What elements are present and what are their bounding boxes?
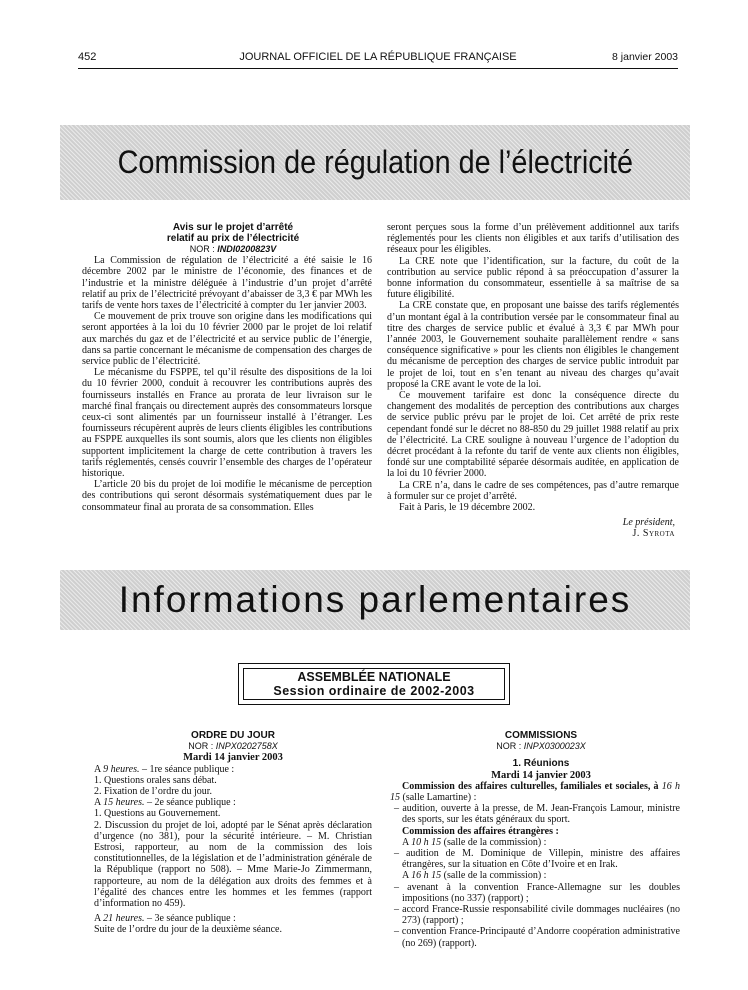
header-rule <box>78 68 678 69</box>
slot-time: 16 h 15 <box>411 870 442 882</box>
slot-prefix: A <box>402 870 412 882</box>
session-1: A 9 heures. – 1re séance publique : <box>94 763 235 775</box>
session-2-label: – 2e séance publique : <box>144 797 236 809</box>
nor-label: NOR : <box>189 244 215 254</box>
banner-informations-text: Informations parlementaires <box>118 579 632 620</box>
avis-column-left <box>82 222 372 513</box>
agenda-item: 1. Questions orales sans débat. <box>94 774 217 786</box>
session-2-time: 15 heures. <box>103 797 145 809</box>
avis-paragraph: L’article 20 bis du projet de loi modifie le mécanisme de perception des contributions qui seront désormais systématiquement dues par le consommateur final au prorata de sa consommation. Elles <box>82 479 372 513</box>
slot-prefix: A <box>402 836 412 848</box>
avis-paragraph: Ce mouvement tarifaire est donc la conséquence directe du changement des modalités de perception des contributions aux charges de service public prévu par le projet de loi. Cet arrêté de prix reste cependant fondé sur le décret no 88-850 du 29 juillet 1988 relatif au prix de l’électricité. La CRE souligne à nouveau l’urgence de l’adoption du décret procédant à la refonte du tarif de vente aux clients non éligibles, fondé sur une comptabilité séparée désormais auditée, en application de la loi du 10 février 2000. <box>387 390 679 480</box>
agenda-item: 2. Discussion du projet de loi, adopté par le Sénat après déclaration d’urgence (no 381), pour la sécurité intérieure. – M. Christian Estrosi, rapporteur, au nom de la commission des lois constitutionnelles, de la législation et de l’administration générale de la République (rapport no 508). – Mme Marie-Jo Zimmermann, rapporteure, au nom de la délégation aux droits des femmes et à l’égalité des chances entre les hommes et les femmes (rapport d’information no 459). <box>94 819 372 910</box>
session-3-time: 21 heures. <box>103 913 145 925</box>
avis-paragraph: Ce mouvement de prix trouve son origine dans les modifications qui seront apportées à la loi du 10 février 2000 par le projet de loi relatif aux marchés du gaz et de l’électricité et au service public de l’énergie, dans sa partie concernant le mécanisme de compensation des charges de service public de l’électricité. <box>82 311 372 368</box>
commission-item: – audition de M. Dominique de Villepin, ministre des affaires étrangères, sur la situation en Côte d’Ivoire et en Irak. <box>394 848 680 871</box>
session-1-time: 9 heures. <box>103 763 140 775</box>
commission-item: – accord France-Russie responsabilité civile dommages nucléaires (no 273) (rapport) ; <box>394 904 680 927</box>
session-name: Session ordinaire de 2002-2003 <box>273 684 475 698</box>
nor-code: INPX0202758X <box>215 741 278 752</box>
avis-column-right <box>387 222 679 540</box>
commissions-subtitle: 1. Réunions <box>512 758 570 770</box>
avis-title-2: relatif au prix de l’électricité <box>166 233 300 244</box>
avis-paragraph: seront perçues sous la forme d’un prélèvement additionnel aux tarifs réglementés pour les clients non éligibles et aux tarifs d’utilisation des réseaux pour les éligibles. <box>387 222 679 256</box>
commission-item: – convention France-Principauté d’Andorre coopération administrative (no 269) (rapport). <box>394 926 680 949</box>
nor-label: NOR : <box>496 741 522 752</box>
commission-1-name <box>390 781 680 803</box>
banner-cre-text: Commission de régulation de l’électricité <box>117 144 633 180</box>
agenda-item: 2. Fixation de l’ordre du jour. <box>94 786 213 798</box>
commission-1-place: (salle Lamartine) : <box>400 792 477 804</box>
ordre-nor <box>82 741 372 752</box>
avis-paragraph: La CRE n’a, dans le cadre de ses compétences, pas d’autre remarque à formuler sur ce projet d’arrêté. <box>387 479 679 502</box>
journal-title: JOURNAL OFFICIEL DE LA RÉPUBLIQUE FRANÇAISE <box>239 51 517 63</box>
nor-code: INPX0300023X <box>523 741 586 752</box>
avis-paragraph: Le mécanisme du FSPPE, tel qu’il résulte des dispositions de la loi du 10 février 2000, conduit à recouvrer les contributions auprès des fournisseurs installés en France au prorata de leur livraison sur le marché final français ou directement auprès des consommateurs lorsque ceux-ci sont alimentés par un fournisseur installé à l’étranger. Les fournisseurs récupèrent auprès de leurs clients éligibles les contributions au FSPPE auxquelles ils sont soumis, alors que les clients non éligibles supportent implicitement la charge de cette contribution à travers les tarifs réglementés, censés couvrir l’ensemble des charges de l’opérateur historique. <box>82 367 372 480</box>
banner-cre <box>60 125 690 200</box>
commission-item: – audition, ouverte à la presse, de M. Jean-François Lamour, ministre des sports, sur les états généraux du sport. <box>394 803 680 826</box>
avis-paragraph: La Commission de régulation de l’électricité a été saisie le 16 décembre 2002 par le ministre de l’économie, des finances et de l’industrie et la ministre déléguée à l’industrie d’un projet d’arrêté relatif au prix de l’électricité prévoyant d’abaisser de 3,3 € par MWh les tarifs de vente hors taxes de l’électricité à compter du 1er janvier 2003. <box>82 255 372 312</box>
page-number: 452 <box>78 51 97 63</box>
commission-item: – avenant à la convention France-Allemagne sur les doubles impositions (no 337) (rapport) ; <box>394 881 680 904</box>
nor-code: INDI0200823V <box>217 244 277 254</box>
commission-1-time: 16 h 15 <box>390 780 680 804</box>
slot-time: 10 h 15 <box>411 836 442 848</box>
issue-date: 8 janvier 2003 <box>612 51 678 63</box>
ordre-title: ORDRE DU JOUR <box>191 730 275 741</box>
signature <box>387 517 679 539</box>
session-1-label: – 1re séance publique : <box>139 763 235 775</box>
ordre-column <box>82 730 372 936</box>
page-header <box>78 51 678 67</box>
commission-2-slot-a <box>390 837 680 848</box>
assembly-name: ASSEMBLÉE NATIONALE <box>297 670 451 684</box>
avis-paragraph: La CRE constate que, en proposant une baisse des tarifs réglementés d’un montant égal à la contribution versée par le consommateur final au titre des charges de service public et évalué à 3,3 € par MWh pour l’année 2003, le Gouvernement souhaite parallèlement rendre « sans conséquence significative » pour les clients non éligibles le changement du mécanisme de perception des charges de service public introduit par le projet de loi, tout en s’en tenant au niveau des charges qu’avait proposé la CRE avant le vote de la loi. <box>387 300 679 390</box>
avis-nor <box>82 244 372 255</box>
avis-paragraph: Fait à Paris, le 19 décembre 2002. <box>399 502 536 514</box>
ordre-day: Mardi 14 janvier 2003 <box>183 752 283 764</box>
nor-label: NOR : <box>188 741 214 752</box>
session-3: A 21 heures. – 3e séance publique : <box>94 913 236 925</box>
avis-title-1: Avis sur le projet d’arrêté <box>172 222 294 233</box>
banner-informations <box>60 570 690 630</box>
signature-role: Le président, <box>622 517 675 529</box>
commissions-title: COMMISSIONS <box>504 730 578 741</box>
commission-2-slot-b <box>390 870 680 881</box>
commission-2-name: Commission des affaires étrangères : <box>402 825 559 837</box>
slot-place: (salle de la commission) : <box>441 836 547 848</box>
commissions-nor <box>390 741 680 752</box>
assembly-box <box>238 663 510 705</box>
commission-1-label: Commission des affaires culturelles, familiales et sociales, à <box>402 780 659 792</box>
agenda-item: Suite de l’ordre du jour de la deuxième séance. <box>94 924 282 936</box>
agenda-item: 1. Questions au Gouvernement. <box>94 808 221 820</box>
session-2: A 15 heures. – 2e séance publique : <box>94 797 236 809</box>
avis-paragraph: La CRE note que l’identification, sur la facture, du coût de la contribution au service public répond à sa préoccupation d’assurer la bonne information du consommateur, essentielle à sa maîtrise de sa future éligibilité. <box>387 255 679 301</box>
slot-place: (salle de la commission) : <box>441 870 547 882</box>
commissions-day: Mardi 14 janvier 2003 <box>491 769 591 781</box>
session-3-label: – 3e séance publique : <box>144 913 236 925</box>
commissions-column <box>390 730 680 949</box>
signature-name: J. Syrota <box>632 528 675 540</box>
